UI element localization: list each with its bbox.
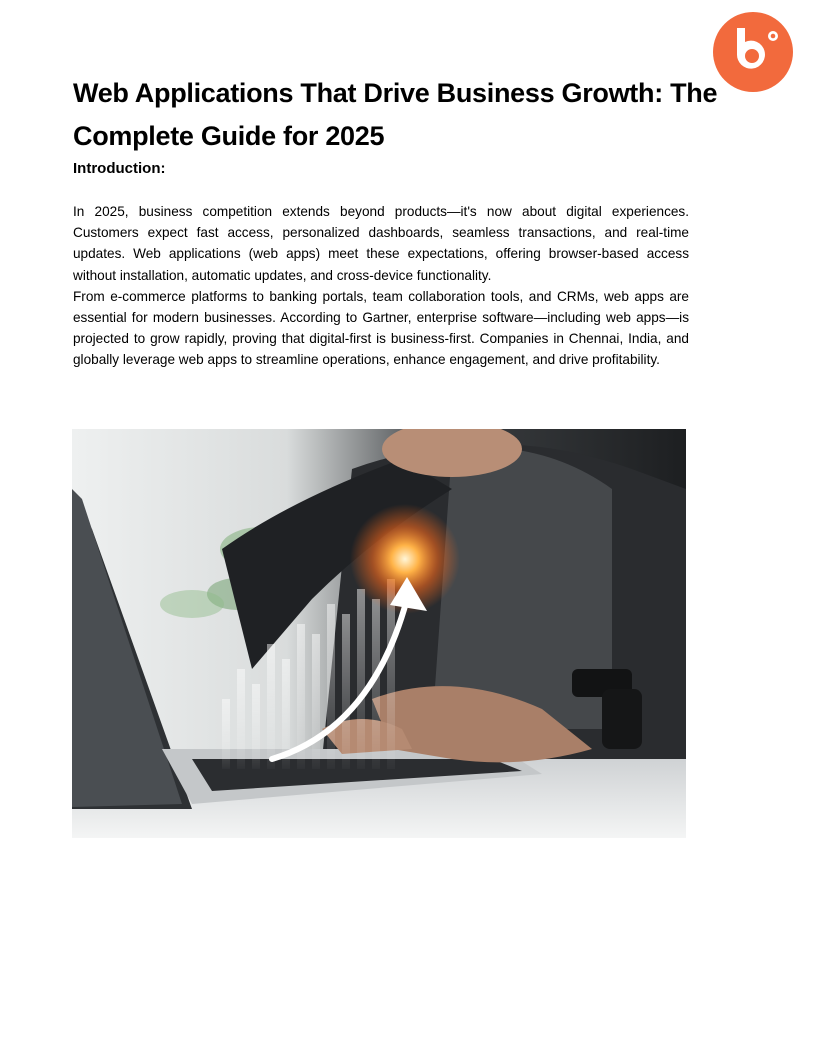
paragraph: From e-commerce platforms to banking portals, team collaboration tools, and CRMs, web apps are essential for modern businesses. According to Gartner, enterprise software—including web apps—is projected to grow rapidly, proving that digital-first is business-first. Companies in Chennai, India, and globally leverage web apps to streamline operations, enhance engagement, and drive profitability. [73, 288, 689, 368]
paragraph: In 2025, business competition extends beyond products—it's now about digital experiences. Customers expect fast access, personalized dashboards, seamless transactions, and real-time updates. Web applications (web apps) meet these expectations, offering browser-based access without installation, automatic updates, and cross-device functionality. [73, 204, 689, 283]
hero-image [72, 429, 686, 838]
section-heading-introduction: Introduction: [73, 160, 166, 177]
page-title: Web Applications That Drive Business Growth: The Complete Guide for 2025 [73, 78, 718, 151]
introduction-body [73, 201, 689, 371]
